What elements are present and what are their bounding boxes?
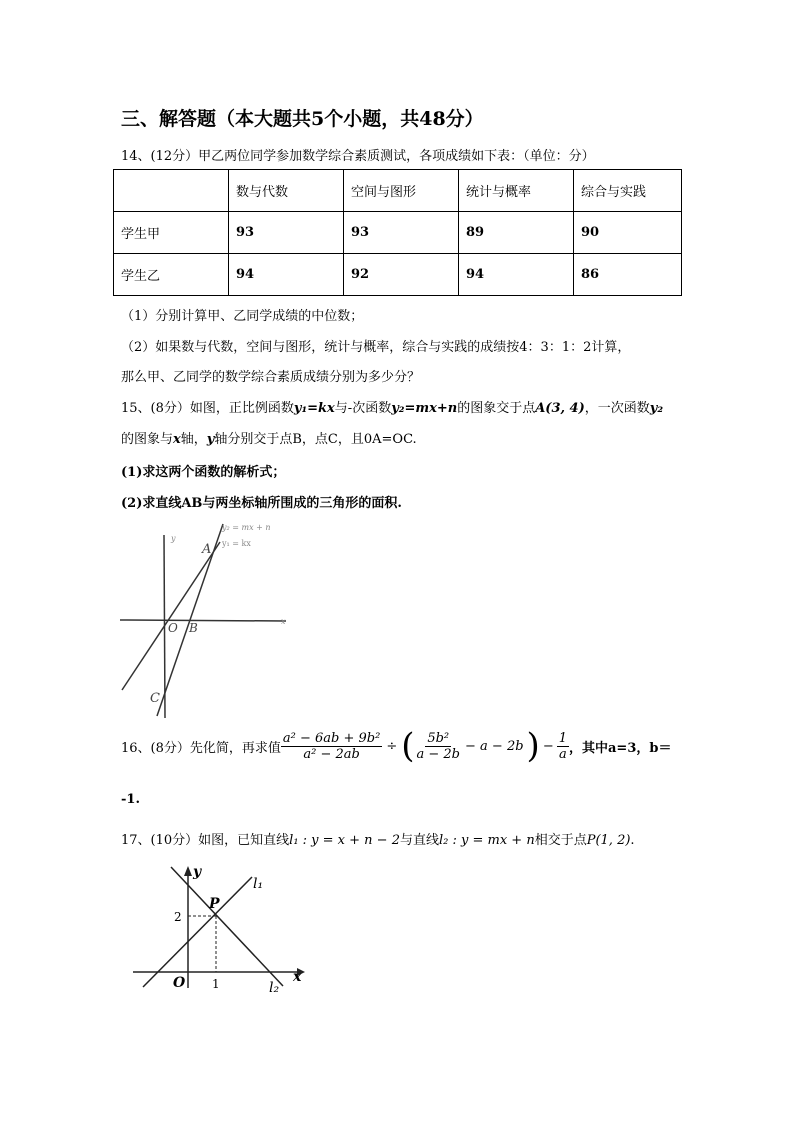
label-y1: y₁ = kx <box>222 539 251 548</box>
label-x: x <box>293 969 302 985</box>
label-b: B <box>189 621 198 635</box>
table-cell: 86 <box>574 254 682 296</box>
label-a: A <box>202 542 212 557</box>
q17-line-l1: l₁ : y = x + n − 2 <box>289 833 400 848</box>
q15-text: 15、(8分）如图，正比例函数 <box>121 401 294 416</box>
label-1: 1 <box>212 977 220 991</box>
right-paren-icon: ) <box>526 726 540 766</box>
q15-y2: y₂ <box>649 401 664 416</box>
table-cell: 学生乙 <box>114 254 229 296</box>
line-y1 <box>122 542 220 690</box>
q15-formula-y1: y₁=kx <box>293 401 335 416</box>
score-table <box>113 169 682 296</box>
table-row <box>114 212 682 254</box>
q17-text: 与直线 <box>399 833 439 848</box>
table-header-cell: 统计与概率 <box>459 170 574 212</box>
q16-text: 16、(8分）先化简，再求值 <box>121 740 281 756</box>
q15-part2: (2)求直线AB与两坐标轴所围成的三角形的面积. <box>121 496 402 511</box>
q17-line-l2: l₂ : y = mx + n <box>438 833 535 848</box>
q15-figure <box>118 520 293 720</box>
fraction-denominator: a² − 2ab <box>303 746 360 762</box>
fraction-numerator: 5b² <box>427 730 450 746</box>
table-cell: 93 <box>229 212 344 254</box>
q15-y: y <box>206 432 215 447</box>
label-o: O <box>168 621 178 635</box>
q16-minus: − <box>542 738 554 754</box>
q17-point-p: P(1, 2) <box>586 833 631 848</box>
fraction-numerator: 1 <box>558 730 567 746</box>
q16-fraction-1 <box>281 731 382 762</box>
q15-text: 的图象交于点 <box>457 401 536 416</box>
fraction-numerator: a² − 6ab + 9b² <box>282 730 381 746</box>
q17-text: . <box>630 833 635 848</box>
q16-line2: -1. <box>121 792 140 807</box>
table-row <box>114 254 682 296</box>
label-y2: y₂ = mx + n <box>222 523 271 532</box>
label-l1: l₁ <box>253 876 264 892</box>
table-cell: 92 <box>344 254 459 296</box>
q15-text: 的图象与 <box>121 432 174 447</box>
q15-line2 <box>121 428 417 447</box>
table-cell: 94 <box>459 254 574 296</box>
q14-part2-line2: 那么甲、乙同学的数学综合素质成绩分别为多少分？ <box>121 370 421 385</box>
q17-text: 17、(10分）如图，已知直线 <box>121 833 290 848</box>
fraction-denominator: a <box>558 746 567 762</box>
section-title: 三、解答题（本大题共5个小题，共48分） <box>121 108 484 130</box>
table-cell: 94 <box>229 254 344 296</box>
label-y: y <box>193 864 202 880</box>
table-cell: 90 <box>574 212 682 254</box>
table-header-cell: 综合与实践 <box>574 170 682 212</box>
table-cell: 89 <box>459 212 574 254</box>
table-cell: 93 <box>344 212 459 254</box>
q15-part1: (1)求这两个函数的解析式； <box>121 465 286 480</box>
q15-text: 与-次函数 <box>334 401 392 416</box>
q15-formula-y2: y₂=mx+n <box>391 401 458 416</box>
q16-middle-terms: − a − 2b <box>465 738 524 754</box>
q16-divide: ÷ <box>386 738 398 754</box>
label-o: O <box>173 975 186 991</box>
label-p: P <box>209 896 220 912</box>
q14-part2-line1: （2）如果数与代数，空间与图形，统计与概率，综合与实践的成绩按4：3：1：2计算， <box>121 340 631 355</box>
line-l1 <box>143 877 252 987</box>
q15-text: 轴， <box>180 432 207 447</box>
fraction-denominator: a − 2b <box>416 746 461 762</box>
q17-figure <box>125 860 310 1000</box>
label-l2: l₂ <box>269 980 280 996</box>
q14-part1: （1）分别计算甲、乙同学成绩的中位数； <box>121 309 364 324</box>
table-cell: 学生甲 <box>114 212 229 254</box>
table-header-cell: 空间与图形 <box>344 170 459 212</box>
q16-fraction-2 <box>415 731 463 762</box>
q15-text: 轴分别交于点B，点C，且0A=OC. <box>214 432 417 447</box>
q16-condition: ，其中a=3，b＝ <box>569 740 672 756</box>
table-header-cell <box>114 170 229 212</box>
label-c: C <box>150 691 160 706</box>
q15-x: x <box>173 432 181 447</box>
q15-line1 <box>121 397 663 416</box>
label-x: x <box>281 617 286 626</box>
q14-intro: 14、(12分）甲乙两位同学参加数学综合素质测试，各项成绩如下表：（单位：分） <box>121 149 595 164</box>
q17-line1 <box>121 829 635 848</box>
x-axis <box>120 620 286 621</box>
q16-line1 <box>121 726 672 766</box>
table-header-row <box>114 170 682 212</box>
label-2: 2 <box>174 910 182 924</box>
q15-point-a: A(3, 4) <box>535 401 585 416</box>
y-arrow-icon <box>184 866 192 876</box>
label-y: y <box>171 534 176 543</box>
q17-text: 相交于点 <box>534 833 587 848</box>
table-header-cell: 数与代数 <box>229 170 344 212</box>
left-paren-icon: ( <box>401 726 415 766</box>
q15-text: ，一次函数 <box>584 401 650 416</box>
q16-fraction-3 <box>557 731 569 762</box>
